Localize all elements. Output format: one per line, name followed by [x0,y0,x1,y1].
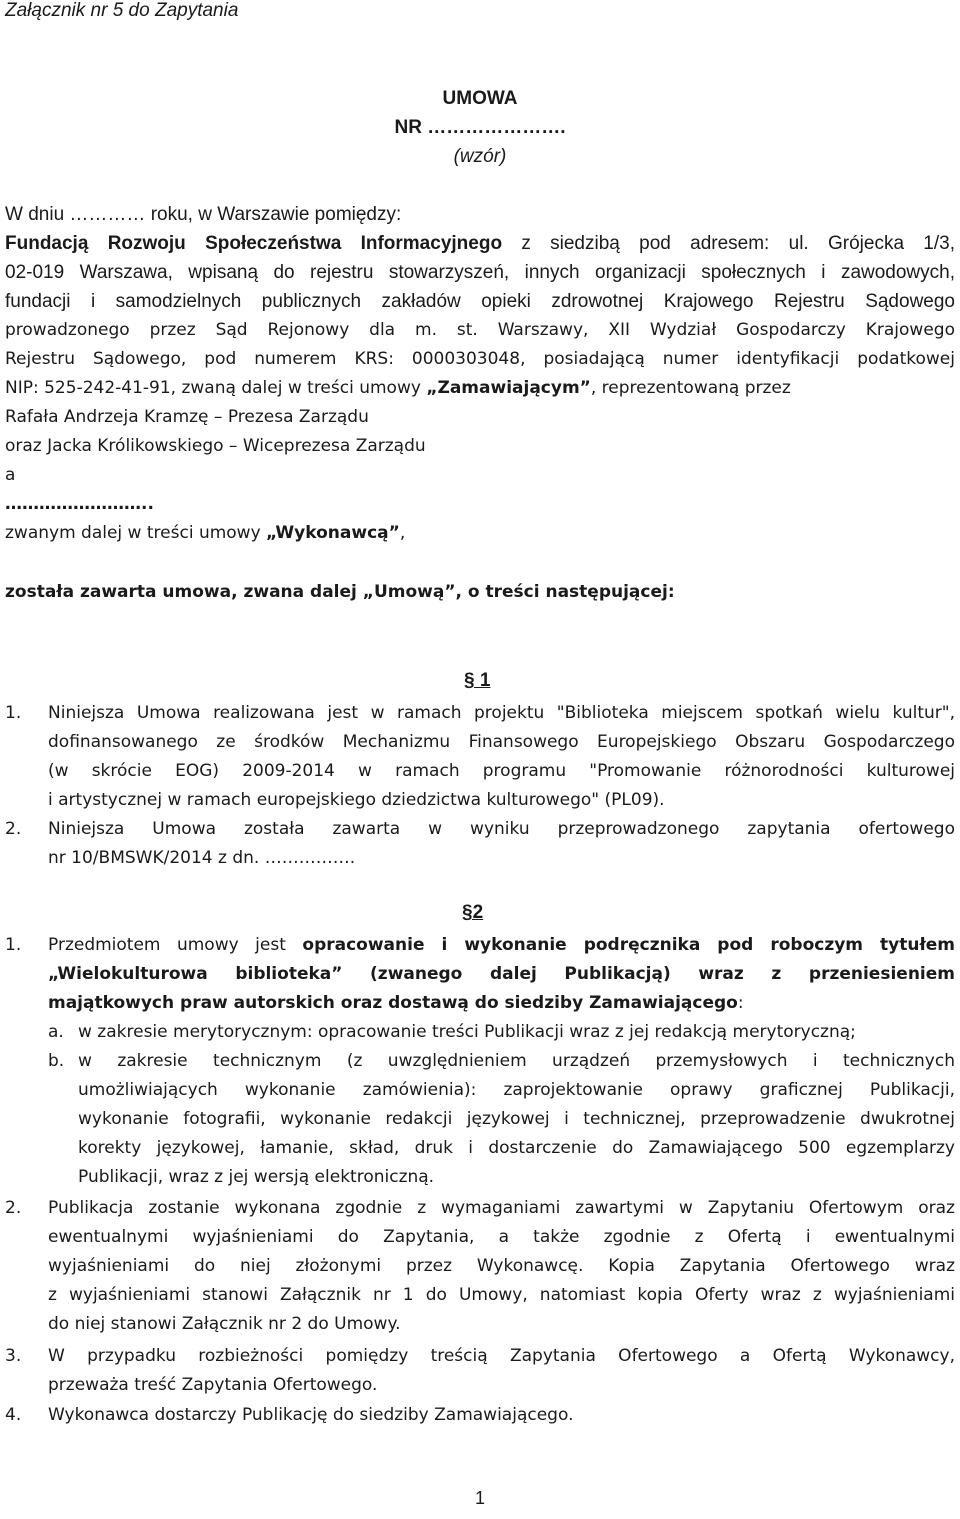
s2-item3-text: W przypadku rozbieżności pomiędzy treścią Zapytania Ofertowego a Ofertą Wykonawcy, przeważa treść Zapytania Ofertowego. [48,1346,955,1395]
party1-name: Fundacją Rozwoju Społeczeństwa Informacyjnego [5,233,503,254]
s2-item1-sub-b-letter: b. [48,1051,65,1071]
representative-1: Rafała Andrzeja Kramzę – Prezesa Zarządu [5,407,369,427]
conjunction-a: a [5,465,16,485]
party1-registry-2: fundacji i samodzielnych publicznych zakładów opieki zdrowotnej Krajowego Rejestru Sądowego [5,291,955,312]
party2-placeholder: …………………….. [5,494,154,514]
s2-item2-number: 2. [5,1198,22,1218]
title-umowa: UMOWA [442,88,518,109]
page-number: 1 [474,1488,485,1508]
contract-concluded: została zawarta umowa, zwana dalej „Umową”, o treści następującej: [5,582,675,602]
representative-2: oraz Jacka Królikowskiego – Wiceprezesa Zarządu [5,436,426,456]
party1-registry-1: 02-019 Warszawa, wpisaną do rejestru stowarzyszeń, innych organizacji społecznych i zawodowych, [5,262,955,283]
s2-item1-sub-a-letter: a. [48,1022,64,1042]
s1-item2-number: 2. [5,819,22,839]
s2-item1-sub-a: w zakresie merytorycznym: opracowanie treści Publikacji wraz z jej redakcją merytoryczną; [78,1022,856,1042]
title-template-note: (wzór) [453,146,507,167]
party1-krs: Rejestru Sądowego, pod numerem KRS: 0000303048, posiadającą numer identyfikacji podatkowej [5,349,955,369]
date-line: W dniu ………… roku, w Warszawie pomiędzy: [5,204,402,225]
s1-item1-number: 1. [5,703,22,723]
party1-court: prowadzonego przez Sąd Rejonowy dla m. st. Warszawy, XII Wydział Gospodarczy Krajowego [5,320,955,340]
s2-item4-number: 4. [5,1405,22,1425]
party2-definition: zwanym dalej w treści umowy „Wykonawcą”, [5,523,406,543]
attachment-note: Załącznik nr 5 do Zapytania [5,0,239,21]
contract-title [0,84,960,171]
s2-item1-text: Przedmiotem umowy jest opracowanie i wykonanie podręcznika pod roboczym tytułem „Wielokulturowa biblioteka” (zwanego dalej Publikacją) wraz z przeniesieniem majątkowych praw autorskich oraz dostawą do siedziby Zamawiającego: [48,935,956,1013]
party1-nip: NIP: 525-242-41-91, zwaną dalej w treści umowy „Zamawiającym”, reprezentowaną przez [5,378,791,398]
party2-role: „Wykonawcą” [266,523,400,543]
s1-item2-text: Niniejsza Umowa została zawarta w wyniku przeprowadzonego zapytania ofertowego nr 10/BMSWK/2014 z dn. ……………. [48,819,955,868]
s2-item1-sub-b: w zakresie technicznym (z uwzględnieniem urządzeń przemysłowych i technicznych umożliwiających wykonanie zamówienia): zaprojektowanie oprawy graficznej Publikacji, wykonanie fotografii, wykonanie redakcji językowej i technicznej, przeprowadzenie dwukrotnej korekty językowej, łamanie, skład, druk i dostarczenie do Zamawiającego 500 egzemplarzy Publikacji, wraz z jej wersją elektroniczną. [78,1051,955,1187]
section-2-heading: §2 [462,902,484,923]
s2-item4-text: Wykonawca dostarczy Publikację do siedziby Zamawiającego. [48,1405,574,1425]
title-number: NR …………………. [394,117,566,138]
section-1-heading: § 1 [464,670,491,691]
party1-role: „Zamawiającym” [426,378,591,398]
party1-first-line: Fundacją Rozwoju Społeczeństwa Informacyjnego z siedzibą pod adresem: ul. Grójecka 1/3, [5,233,955,254]
s2-item1-number: 1. [5,935,22,955]
s2-item2-text: Publikacja zostanie wykonana zgodnie z wymaganiami zawartymi w Zapytaniu Ofertowym oraz ewentualnymi wyjaśnieniami do Zapytania, a także zgodnie z Ofertą i ewentualnymi wyjaśnieniami do niej złożonymi przez Wykonawcę. Kopia Zapytania Ofertowego wraz z wyjaśnieniami stanowi Załącznik nr 1 do Umowy, natomiast kopia Oferty wraz z wyjaśnieniami do niej stanowi Załącznik nr 2 do Umowy. [48,1198,955,1334]
s1-item1-text: Niniejsza Umowa realizowana jest w ramach projektu "Biblioteka miejscem spotkań wielu kultur", dofinansowanego ze środków Mechanizmu Finansowego Europejskiego Obszaru Gospodarczego (w skrócie EOG) 2009-2014 w ramach programu "Promowanie różnorodności kulturowej i artystycznej w ramach europejskiego dziedzictwa kulturowego" (PL09). [48,703,955,810]
s2-item3-number: 3. [5,1346,22,1366]
